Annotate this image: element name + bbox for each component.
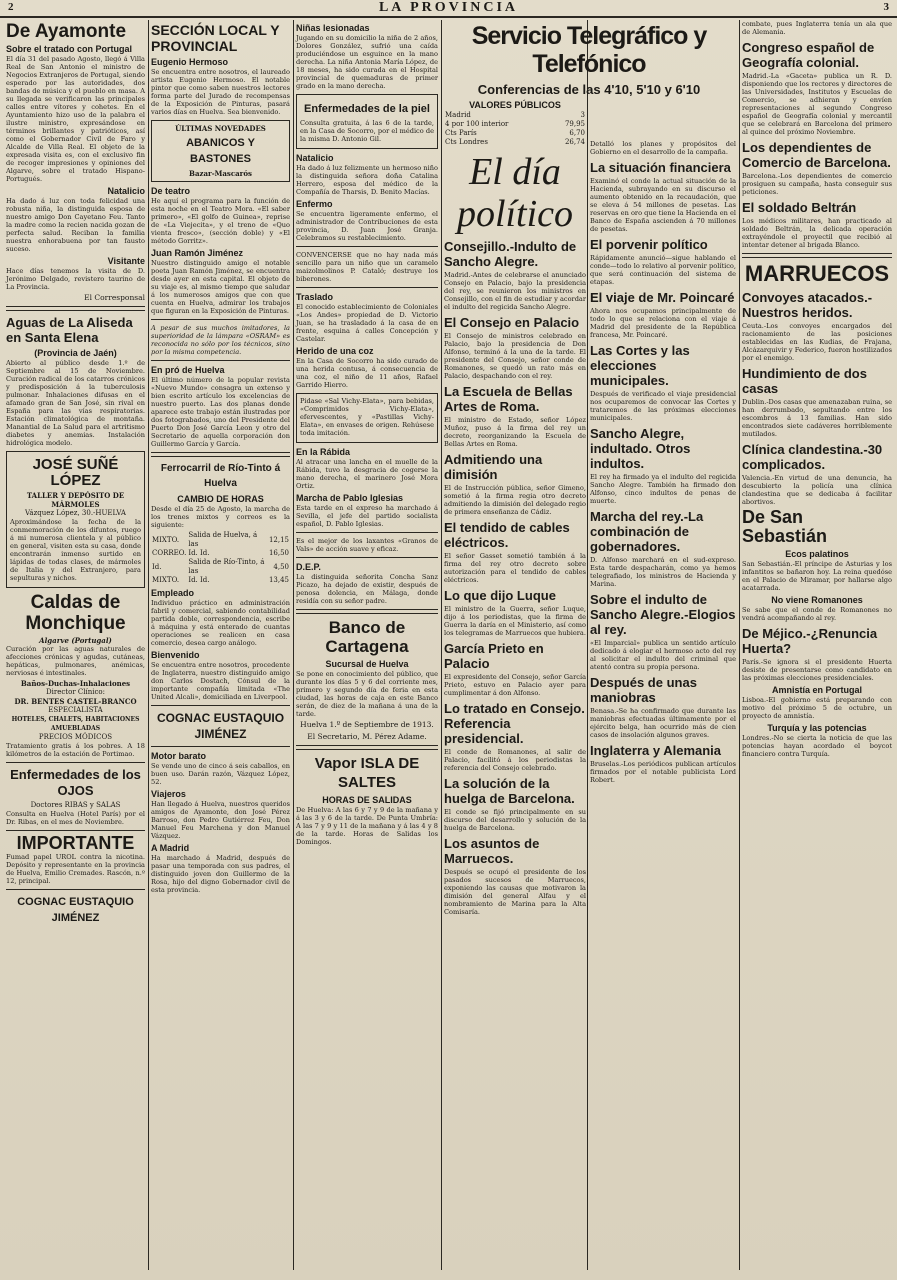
stock-row-cell: 26,74 <box>564 138 585 146</box>
headline: La situación financiera <box>590 160 731 175</box>
article-text: combate, pues Inglaterra tenía un ala que de Alemania. <box>742 20 892 36</box>
headline: Los asuntos de Marruecos. <box>444 836 540 866</box>
article-text: Lisboa.-El gobierno está preparando con motivo del próximo 5 de octubre, un proyecto de amnistía. <box>742 696 892 720</box>
article-text: Bruselas.-Los periódicos publican artículos firmados por el notable publicista Lord Robert. <box>590 760 736 784</box>
headline: De Méjico.-¿Renuncia Huerta? <box>742 626 878 656</box>
subheadline: A Madrid <box>151 843 190 853</box>
stock-row-cell: Cts París <box>445 129 477 137</box>
headline: Admitiendo una dimisión <box>444 452 543 482</box>
section-title: MARRUECOS <box>744 261 890 286</box>
article-text: Barcelona.-Los dependientes de comercio prosiguen su campaña, hasta conseguir sus peticiones. <box>742 172 892 196</box>
headline: Lo tratado en Consejo. Referencia presidencial. <box>444 701 585 746</box>
divider <box>296 745 438 750</box>
subheadline: Motor barato <box>151 751 206 761</box>
ad-subheadline: (Provincia de Jaén) <box>34 348 117 358</box>
stock-row <box>444 129 586 138</box>
train-row-cell: MIXTO. <box>152 535 180 544</box>
ad-text: Tratamiento gratis á los pobres. A 18 kilómetros de la estación de Portimao. <box>6 742 145 758</box>
ad-line: PRECIOS MÓDICOS <box>38 733 113 741</box>
headline: De Ayamonte <box>6 21 127 42</box>
article-text: El día 31 del pasado Agosto, llegó á Villa Real de San Antonio el ministro de Negocios Extranjeros de Portugal, siendo esperado por las autoridades, dos bandas de música y el pueblo en masa. A su llegada se verificaron las principales calles entre vítores y cohetes. En el Ayuntamiento hizo uso de la palabra el ilustre ministro, expresándose en términos brillantes y patrióticos, así como el Gobernador Civil de Faro y Alcalde de Villa Real. El objeto de la expresada visita es, con el exclusivo fin de recoger impresiones y opiniones del Algarve, sobre el tratado Hispano-Portugués. <box>6 55 145 183</box>
subheadline: Eugenio Hermoso <box>151 57 229 67</box>
headline: Conferencias de las 4'10, 5'10 y 6'10 <box>477 82 701 97</box>
ad-headline: Aguas de La Aliseda en Santa Elena <box>6 315 133 345</box>
column-5 <box>590 140 736 1270</box>
article-text: Londres.-No se cierta la noticia de que las potencias hayan acordado el boycot financiero contra Turquía. <box>742 734 892 758</box>
ad-line: Director Clínico: <box>46 688 105 696</box>
ad-title: COGNAC EUSTAQUIO JIMÉNEZ <box>17 896 134 924</box>
article-text: Se sabe que el conde de Romanones no vendrá acompañando al rey. <box>742 606 892 622</box>
headline: Hundimiento de dos casas <box>742 366 867 396</box>
headline: Marcha del rey.-La combinación de gobernadores. <box>590 509 704 554</box>
ad-line: HOTELES, CHALETS, HABITACIONES AMUEBLADAS <box>11 716 140 732</box>
article-text: Ceuta.-Los convoyes encargados del racionamiento de las posiciones establecidas en las Kudias, de Frajana, Alcázarquivir y Federico, fueron hostilizados por el enemigo. <box>742 322 892 362</box>
divider <box>296 246 438 247</box>
article-text: D. Alfonso marchará en el sud-expreso. Esta tarde despacharán, como ya hemos telegrafiado, los ministros de Hacienda y Marina. <box>590 556 736 588</box>
divider <box>151 746 290 747</box>
subheadline: Turquía y las potencias <box>767 723 867 733</box>
divider <box>151 705 290 706</box>
divider <box>6 762 145 763</box>
divider <box>6 306 145 311</box>
subheadline: CAMBIO DE HORAS <box>177 494 264 504</box>
article-text: Después se ocupó el presidente de los pasados sucesos de Marruecos, exponiendo las causas que motivaron la dimisión del general Alfau y el nombramiento de Marina para la Alta Comisaría. <box>444 868 586 916</box>
article-text: Ha dado á luz con toda felicidad una robusta niña, la distinguida esposa de nuestro amigo Don Cayetano Feu. Tanto la madre como la recien nacida gozan de perfecta salud. Reciban la familia nuestra enhorabuena por tan fausto suceso. <box>6 197 145 253</box>
ad-text: Consulta gratuita, á las 6 de la tarde, en la Casa de Socorro, por el médico de la misma D. Antonio Gil. <box>300 119 434 143</box>
article-text: Se encuentra entre nosotros, el laureado artista Eugenio Hermoso. El notable pintor que como saben nuestros lectores forma parte del Jurado de recompensas de la Exposición de Pinturas, pasará varios días en Huelva. Sea bienvenido. <box>151 68 290 116</box>
article-text: Hace días tenemos la visita de D. Jerónimo Delgado, revistero taurino de La Provincia. <box>6 267 145 291</box>
ad-title: Enfermedades de los OJOS <box>10 767 141 798</box>
headline: Clínica clandestina.-30 complicados. <box>742 442 883 472</box>
train-row-cell: Salida de Río-Tinto, á las <box>188 558 265 575</box>
article-text: Valencia.-En virtud de una denuncia, ha descubierto la policía una clínica clandestina que se dedicaba á facilitar abortivos. <box>742 474 892 506</box>
article-text: He aquí el programa para la función de esta noche en el Teatro Mora. «El saber primero», «El golfo de Guinea», reprise de «La Viejecita», y el treno de «Quo vienta fresco», (sección doble) y «El método Gorritz». <box>151 197 290 245</box>
headline: Las Cortes y las elecciones municipales. <box>590 343 690 388</box>
headline: El Consejo en Palacio <box>444 315 580 330</box>
train-row-cell: 16,50 <box>268 549 289 557</box>
column-3 <box>296 20 438 1270</box>
ad-title: COGNAC EUSTAQUIO JIMÉNEZ <box>156 711 285 741</box>
divider <box>6 889 145 890</box>
divider <box>6 830 145 831</box>
article-text: La distinguida señorita Concha Sanz Picazo, ha dejado de existir, después de penosa dolencia, en Málaga, donde residía con su señor padre. <box>296 573 438 605</box>
section-banner: Servicio Telegráfico y Telefónico <box>471 22 707 78</box>
ad-title: Enfermedades de la piel <box>304 103 430 115</box>
divider <box>151 319 290 320</box>
stock-row <box>444 111 586 120</box>
article-text: Detalló los planes y propósitos del Gobierno en el desarrollo de la campaña. <box>590 140 736 156</box>
ad-address: Vázquez López, 30.-HUELVA <box>24 509 126 517</box>
article-text: Desde el día 25 de Agosto, la marcha de los trenes mixtos y correos es la siguiente: <box>151 505 290 529</box>
article-text: Nuestro distinguido amigo el notable poeta Juan Ramón Jiménez, se encuentra desde ayer en esta capital. El objeto de su viaje es, al mismo tiempo que saludar á los numerosos amigos que con que cuenta en Huelva, admirar los trabajos que figuran en la Exposición de Pinturas. <box>151 259 290 315</box>
article-text: Madrid.-Antes de celebrarse el anunciado Consejo en Palacio, bajo la presidencia del rey, se reunieron los ministros en Consejillo, con el fin de estudiar y acordar el indulto del regicida Sancho Alegre. <box>444 271 586 311</box>
column-1 <box>6 20 145 1270</box>
stock-row <box>444 138 586 147</box>
ad-title: IMPORTANTE <box>16 833 135 853</box>
advertisement <box>6 451 145 588</box>
subheadline: D.E.P. <box>296 562 321 572</box>
subheadline: Juan Ramón Jiménez <box>151 248 244 258</box>
train-row <box>151 558 290 576</box>
train-row-cell: Id. <box>152 562 162 571</box>
ad-line: Doctores RIBAS y SALAS <box>30 801 121 809</box>
article-text: Ahora nos ocupamos principalmente de todo lo que se relaciona con el viaje á Madrid del presidente de la República francesa, Mr. Poincaré. <box>590 307 736 339</box>
subheadline: Sobre el tratado con Portugal <box>6 44 133 54</box>
column-rule <box>587 20 588 1270</box>
headline: Sancho Alegre, indultado. Otros indultos. <box>590 426 691 471</box>
ad-title: JOSÉ SUÑÉ LÓPEZ <box>32 456 119 489</box>
train-row <box>151 576 290 585</box>
article-text: En la Casa de Socorro ha sido curado de una herida contusa, á consecuencia de una coz, el niño de 11 años, Rafael Garrido Hierro. <box>296 357 438 389</box>
stock-row <box>444 120 586 129</box>
column-2 <box>151 20 290 1270</box>
headline: La solución de la huelga de Barcelona. <box>444 776 575 806</box>
ad-title: ABANICOS Y BASTONES <box>186 137 255 165</box>
subheadline: Viajeros <box>151 789 186 799</box>
stock-row-cell: 6,70 <box>569 129 585 137</box>
article-text: Examinó el conde la actual situación de la Hacienda, subrayando en su discurso el aumento obtenido en la recaudación, que se eleva á 54 millones de pesetas. Las reservas en oro que tiene la Hacienda en el Banco de España ascienden á 70 millones de pesetas. <box>590 177 736 233</box>
divider <box>151 452 290 457</box>
ad-text: CONVENCERSE que no hay nada más sencillo para un niño que un caramelo maizolmolinos P. Cataló; destruye los biberones. <box>296 251 438 283</box>
article-text: El Consejo de ministros celebrado en Palacio, bajo la presidencia de Don Alfonso, terminó á la una de la tarde. El presidente del Consejo, señor conde de Romanones, se quedó un rato más en Palacio, despachando con el rey. <box>444 332 586 380</box>
divider <box>296 532 438 533</box>
ad-signature: El Secretario, M. Pérez Adame. <box>307 732 427 741</box>
headline: El soldado Beltrán <box>742 200 857 215</box>
column-rule <box>739 20 740 1270</box>
headline: Los dependientes de Comercio de Barcelona. <box>742 140 891 170</box>
page-number-right: 3 <box>883 1 889 13</box>
column-6 <box>742 20 892 1270</box>
ad-text: A pesar de sus muchos imitadores, la superioridad de la lámpara «OSRAM» es reconocida no sólo por los técnicos, sino por la misma competencia. <box>151 324 290 356</box>
ad-line: Bazar-Mascarós <box>189 169 252 178</box>
newspaper-title: LA PROVINCIA <box>378 0 519 15</box>
subheadline: Niñas lesionadas <box>296 23 370 33</box>
train-row-cell: 4,50 <box>273 562 289 571</box>
ad-title: Banco de Cartagena <box>325 618 409 656</box>
headline: El porvenir político <box>590 237 708 252</box>
subheadline: Herido de una coz <box>296 346 374 356</box>
train-row-cell: CORREO. <box>152 549 187 557</box>
section-headline: SECCIÓN LOCAL Y PROVINCIAL <box>151 22 280 54</box>
divider <box>296 557 438 558</box>
article-text: San Sebastián.-El príncipe de Asturias y los infantitos se bañaron hoy. La reina quedóse en el Palacio de Miramar, por hallarse algo acatarrada. <box>742 560 892 592</box>
article-text: «El Imparcial» publica un sentido artículo dedicado á elogiar el hermoso acto del rey al solicitar el indulto del criminal que atentó contra su propia persona. <box>590 639 736 671</box>
ad-date: Huelva 1.º de Septiembre de 1913. <box>300 720 434 729</box>
subheadline: En la Rábida <box>296 447 351 457</box>
article-text: Ha dado á luz felizmente un hermoso niño la distinguida señora doña Catalina Herrero, esposa del médico de la Compañía de Tharsis, D. Benito Macías. <box>296 164 438 196</box>
headline: Después de unas maniobras <box>590 675 697 705</box>
headline: Lo que dijo Luque <box>444 588 556 603</box>
stock-row-cell: 79,95 <box>564 120 585 128</box>
article-text: El rey ha firmado ya el indulto del regicida Sancho Alegre. También ha firmado don Alfonso, cinco indultos de penas de muerte. <box>590 473 736 505</box>
subheadline: Ecos palatinos <box>785 549 849 559</box>
ad-subtitle: TALLER Y DEPÓSITO DE MÁRMOLES <box>26 491 125 509</box>
ad-text: Es el mejor de los laxantes «Granos de Vals» de acción suave y eficaz. <box>296 537 438 553</box>
article-text: Ha marchado á Madrid, después de pasar una temporada con sus padres, el distinguido joven don Guillermo de la Rosa, hijo del digno Gobernador civil de esta provincia. <box>151 854 290 894</box>
subheadline: De teatro <box>151 186 191 196</box>
subheadline: Visitante <box>107 256 145 266</box>
ad-line: Baños-Duchas-Inhalaciones <box>20 679 131 688</box>
subheadline: Empleado <box>151 588 195 598</box>
train-row <box>151 531 290 549</box>
subheadline: Natalicio <box>296 153 334 163</box>
ad-line: ÚLTIMAS NOVEDADES <box>175 124 266 133</box>
subheadline: VALORES PÚBLICOS <box>469 100 561 110</box>
ad-line: DR. BENTES CASTEL-BRANCO <box>14 697 137 706</box>
article-text: Benasa.-Se ha confirmado que durante las maniobras efectuadas últimamente por el ejército belga, han ocurrido más de cien casos de insolación algunos graves. <box>590 707 736 739</box>
headline: Convoyes atacados.-Nuestros heridos. <box>742 290 873 320</box>
divider <box>296 287 438 288</box>
train-row-cell: MIXTO. <box>152 576 180 584</box>
ad-text: Aproximándose la fecha de la conmemoración de los difuntos, ruego á mi numerosa clientela y al público en general, visiten esta su casa, donde encontrarán inmenso surtido en lápidas de todas clases, de mármoles de Italia y del Extranjero, para sepulturas y nichos. <box>10 518 141 582</box>
article-text: Dublin.-Dos casas que amenazaban ruina, se han derrumbado, sepultando entre los escombros á 13 familias. Han sido encontrados siete cadáveres horriblemente mutilados. <box>742 398 892 438</box>
article-text: París.-Se ignora si el presidente Huerta desiste de presentarse como candidato en las próximas elecciones presidenciales. <box>742 658 892 682</box>
section-title: El día político <box>456 151 574 235</box>
train-row-cell: Salida de Huelva, á las <box>188 531 258 548</box>
article-text: El expresidente del Consejo, señor García Prieto, estuvo en Palacio ayer para cumplimentar á don Alfonso. <box>444 673 586 697</box>
ad-text: Consulta en Huelva (Hotel París) por el Dr. Ribas, en el mes de Noviembre. <box>6 810 145 826</box>
divider <box>742 253 892 258</box>
ad-text: Abierto al público desde 1.º de Septiembre al 15 de Noviembre. Curación radical de los catarros crónicos y predisposición á la tuberculosis pulmonar. Inhalaciones difusas en el afamado gran de San José, sin rival en España para las vías respiratorias. Estación climatológica de montaña. Manantial de La Salud para el artritismo diabetes y anemias. Instalación hidrológica modelo. <box>6 359 145 447</box>
stock-row-cell: 4 por 100 interior <box>445 120 509 128</box>
column-rule <box>293 20 294 1270</box>
stock-row-cell: 3 <box>580 111 585 119</box>
subheadline: Marcha de Pablo Iglesias <box>296 493 404 503</box>
column-rule <box>148 20 149 1270</box>
article-text: El conde se fijó principalmente en su discurso del desarrollo y solución de la huelga de Barcelona. <box>444 808 586 832</box>
article-text: El conocido establecimiento de Coloniales «Los Andes» propiedad de D. Victorio Juan, se ha trasladado á la casa de en frente, esquina á calles Concepción y Castelar. <box>296 303 438 343</box>
headline: El tendido de cables eléctricos. <box>444 520 570 550</box>
train-row <box>151 549 290 558</box>
ad-line: ESPECIALISTA <box>48 706 103 714</box>
advertisement <box>296 94 438 149</box>
masthead <box>0 0 897 18</box>
article-text: El señor Gasset sometió también á la firma del rey otro decreto sobre autorización para el tendido de cables eléctricos. <box>444 552 586 584</box>
article-text: Los médicos militares, han practicado al soldado Beltrán, la delicada operación extrayéndole el proyectil que recibió al intentar detener al brigada Blanco. <box>742 217 892 249</box>
headline: García Prieto en Palacio <box>444 641 544 671</box>
headline: Inglaterra y Alemania <box>590 743 722 758</box>
subheadline: Traslado <box>296 292 334 302</box>
ad-text: Se pone en conocimiento del público, que durante los días 5 y 6 del corriente mes, primero y segundo día de feria en esta ciudad, las horas de caja en este Banco serán, de diez de la mañana á una de la tarde. <box>296 670 438 718</box>
ad-text: De Huelva: A las 6 y 7 y 9 de la mañana y á las 3 y 6 de la tarde. De Punta Umbría: A las 7 y 9 y 11 de la mañana y á las 4 y 8 de la tarde. Horas de Salidas los Domingos. <box>296 806 438 846</box>
headline: Sobre el indulto de Sancho Alegre.-Elogios al rey. <box>590 592 736 637</box>
article-text: Jugando en su domicilio la niña de 2 años, Dolores González, sufrió una caída produciéndose un esguince en la mano derecha. La niña Antonia María López, de 18 meses, ha sido curada en el Hospital provincial de quemaduras de primer grado en la mano derecha. <box>296 34 438 90</box>
article-text: Esta tarde en el expreso ha marchado á Sevilla, el jefe del partido socialista español, D. Pablo Iglesias. <box>296 504 438 528</box>
headline: La Escuela de Bellas Artes de Roma. <box>444 384 573 414</box>
ad-text: Fumad papel UROL contra la nicotina. Depósito y representante en la provincia de Huelva, Emilio Cremades. Rascón, n.º 12, principal. <box>6 853 145 885</box>
ad-subtitle: Sucursal de Huelva <box>325 659 409 669</box>
stock-table <box>444 111 586 147</box>
article-text: Se encuentra entre nosotros, procedente de Inglaterra, nuestro distinguido amigo don Carlos Dostach, Cónsul de la importante compañía limitada «The United Alcali», domiciliada en Liverpool. <box>151 661 290 701</box>
subheadline: En pró de Huelva <box>151 365 225 375</box>
ad-subtitle: HORAS DE SALIDAS <box>322 795 412 805</box>
column-rule <box>441 20 442 1270</box>
subheadline: Natalicio <box>107 186 145 196</box>
article-text: Se vende uno de cinco á seis caballos, en buen uso. Darán razón, Vázquez López, 52. <box>151 762 290 786</box>
headline: De San Sebastián <box>742 507 828 546</box>
stock-row-cell: Cts Londres <box>445 138 488 146</box>
subheadline: Bienvenido <box>151 650 200 660</box>
headline: El viaje de Mr. Poincaré <box>590 290 735 305</box>
advertisement <box>151 120 290 182</box>
subheadline: Enfermo <box>296 199 333 209</box>
article-text: El de Instrucción pública, señor Gimeno, sometió á la firma regia otro decreto admitiendo la dimisión del delegado regio de primera enseñanza de Cádiz. <box>444 484 586 516</box>
article-text: Se encuentra ligeramente enfermo, el administrador de Contribuciones de esta provincia, D. Juan José Granja. Celebramos su restablecimiento. <box>296 210 438 242</box>
headline: Consejillo.-Indulto de Sancho Alegre. <box>444 239 577 269</box>
ad-text: Curación por las aguas naturales de afecciones crónicas y agudas, cutáneas, hepáticas, pulmonares, anémicas, nerviosas é intestinales. <box>6 645 145 677</box>
train-row-cell: Id. Id. <box>188 576 210 584</box>
subheadline: Amnistía en Portugal <box>771 685 862 695</box>
ad-title: Vapor ISLA DE SALTES <box>314 755 420 791</box>
headline: Ferrocarril de Río-Tinto á Huelva <box>160 463 281 489</box>
article-text: Después de verificado el viaje presidencial nos ocuparemos de convocar las Cortes y trataremos de las próximas elecciones municipales. <box>590 390 736 422</box>
train-row-cell: 12,15 <box>268 535 289 544</box>
article-text: Al atracar una lancha en el muelle de la Rábida, tuvo la desgracia de cogerse la mano derecha, el marinero José Mora Ortiz. <box>296 458 438 490</box>
article-text: Individuo práctico en administración fabril y comercial, sabiendo contabilidad partida doble, correspondencia, escribe á máquina y está enterado de cuantas operaciones se realicen en casa comercio, desea cargo análogo. <box>151 599 290 647</box>
headline: Congreso español de Geografía colonial. <box>742 40 875 70</box>
ad-title: Caldas de Monchique <box>25 592 126 634</box>
advertisement <box>296 393 438 443</box>
article-text: Han llegado á Huelva, nuestros queridos amigos de Ayamonte, don José Pérez Barroso, don Pedro Gutiérrez Feu, Don Manuel Feu Marchena y don Manuel Vázquez. <box>151 800 290 840</box>
train-table <box>151 531 290 585</box>
divider <box>151 360 290 361</box>
train-row-cell: 13,45 <box>268 576 289 584</box>
train-row-cell: Id. Id. <box>188 549 210 557</box>
byline: El Corresponsal <box>84 293 145 302</box>
article-text: El ministro de la Guerra, señor Luque, dijo á los periodistas, que la firma de Guerra la daría en el Ministerio, así como los telegramas de Marruecos que hubiera. <box>444 605 586 637</box>
article-text: El último número de la popular revista «Nuevo Mundo» consagra un extenso y bien escrito artículo los excelencias de nuestro puerto. Las dos planas donde aparece este trabajo están ilustradas por dos fotograbados, uno del Presidente del Puerto Don José García Leon y otro del Secretario de aquella corporación don Guillermo García y García. <box>151 376 290 448</box>
divider <box>296 609 438 614</box>
article-text: El ministro de Estado, señor López Muñoz, puso á la firma del rey un decreto, reorganizando la Escuela de Bellas Artes en Roma. <box>444 416 586 448</box>
stock-row-cell: Madrid <box>445 111 471 119</box>
article-text: El conde de Romanones, al salir de Palacio, facilitó á los periodistas la referencia del Consejo celebrado. <box>444 748 586 772</box>
ad-subtitle: Algarve (Portugal) <box>39 636 112 645</box>
article-text: Madrid.-La «Gaceta» publica un R. D. disponiendo que los rectores y directores de las Universidades, Institutos y Escuelas de Comercio, se adhieran y envíen representaciones al segundo Congreso español de Geografía colonial y mercantil que se celebrará en Barcelona del primero al quince del próximo Noviembre. <box>742 72 892 136</box>
article-text: Rápidamente anunció—sigue hablando el conde—todo lo relativo al porvenir político, que será continuación del sistema de etapas. <box>590 254 736 286</box>
ad-text: Pidase «Sal Vichy-Elata», para bebidas, «Comprimidos Vichy-Elata», efervescentes, y «Pastillas Vichy-Elata», en envases de origen. Rehúsese toda imitación. <box>300 397 434 437</box>
subheadline: No viene Romanones <box>771 595 863 605</box>
page-number-left: 2 <box>8 1 14 13</box>
